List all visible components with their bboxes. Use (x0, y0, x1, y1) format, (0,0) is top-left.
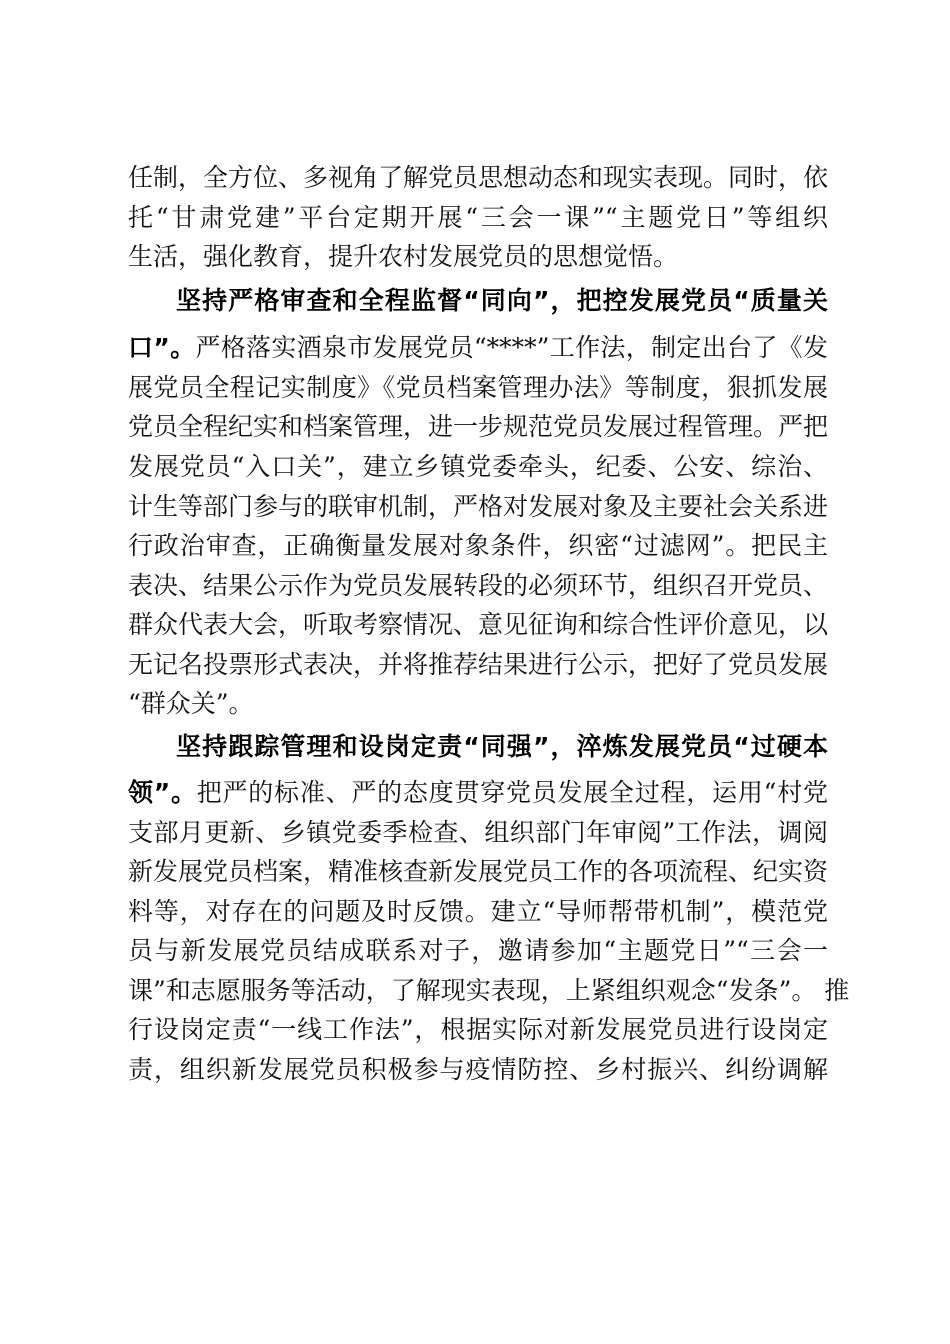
paragraph-line: 党员全程纪实和档案管理，进一步规范党员发展过程管理。严把 (128, 412, 829, 441)
section-heading: 坚持严格审查和全程监督“同向”，把控发展党员“质量关 (176, 286, 828, 315)
paragraph-line: “群众关”。 (128, 689, 254, 718)
paragraph-line: 托“甘肃党建”平台定期开展“三会一课”“主题党日”等组织 (128, 203, 828, 232)
paragraph-line: 展党员全程记实制度》《党员档案管理办法》等制度，狠抓发展 (128, 373, 828, 402)
section-heading: 坚持跟踪管理和设岗定责“同强”，淬炼发展党员“过硬本 (176, 732, 828, 761)
section-heading-end: 领”。 (128, 778, 197, 807)
paragraph-line: 行政治审查，正确衡量发展对象条件，织密“过滤网”。把民主 (128, 531, 828, 560)
paragraph-line (128, 772, 828, 814)
paragraph-line: 责，组织新发展党员积极参与疫情防控、乡村振兴、纠纷调解 (128, 1055, 828, 1084)
paragraph-line: 料等，对存在的问题及时反馈。建立“导师帮带机制”，模范党 (128, 897, 828, 926)
paragraph-line: 生活，强化教育，提升农村发展党员的思想觉悟。 (128, 242, 679, 271)
paragraph-text: 把严的标准、严的态度贯穿党员发展全过程，运用“村党 (196, 778, 828, 807)
paragraph-line: 群众代表大会，听取考察情况、意见征询和综合性评价意见，以 (128, 610, 829, 639)
paragraph-line: 员与新发展党员结成联系对子，邀请参加“主题党日”“三会一 (128, 936, 828, 965)
section-heading-end: 口”。 (128, 333, 196, 362)
paragraph-line: 计生等部门参与的联审机制，严格对发展对象及主要社会关系进 (128, 492, 829, 521)
paragraph-line (128, 327, 828, 369)
paragraph-line: 课”和志愿服务等活动，了解现实表现，上紧组织观念“发条”。 推 (128, 976, 850, 1005)
paragraph-line: 表决、结果公示作为党员发展转段的必须环节，组织召开党员、 (128, 571, 829, 600)
paragraph-line: 新发展党员档案，精准核查新发展党员工作的各项流程、纪实资 (128, 857, 829, 886)
paragraph-text: 严格落实酒泉市发展党员“****”工作法，制定出台了《发 (195, 333, 828, 362)
paragraph-line: 支部月更新、乡镇党委季检查、组织部门年审阅”工作法，调阅 (128, 818, 828, 847)
paragraph-line: 发展党员“入口关”，建立乡镇党委牵头，纪委、公安、综治、 (128, 452, 828, 481)
paragraph-line: 行设岗定责“一线工作法”，根据实际对新发展党员进行设岗定 (128, 1015, 828, 1044)
paragraph-line: 任制，全方位、多视角了解党员思想动态和现实表现。同时，依 (128, 163, 829, 192)
paragraph-line: 无记名投票形式表决，并将推荐结果进行公示，把好了党员发展 (128, 650, 829, 679)
